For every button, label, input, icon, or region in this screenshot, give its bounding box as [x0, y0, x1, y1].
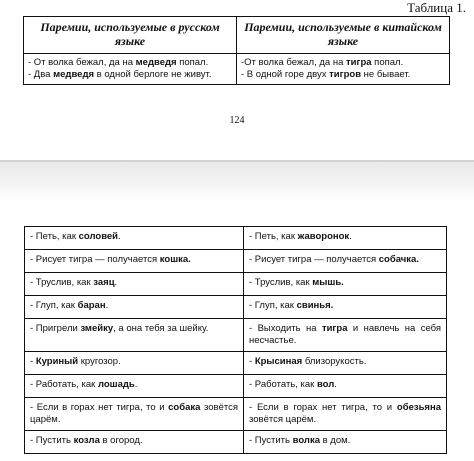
proverb-text: . — [105, 300, 109, 311]
proverb-text: . — [114, 277, 118, 288]
proverb-text: попал. — [371, 57, 404, 68]
proverb-text: - Выходить на — [249, 323, 322, 334]
proverbs-table-body — [25, 227, 447, 454]
animal-word: тигра — [321, 323, 348, 334]
animal-word: медведя — [53, 69, 95, 80]
proverb-text: - — [30, 356, 36, 367]
russian-proverb-cell — [25, 319, 244, 352]
proverb-text: в дом. — [319, 435, 351, 446]
proverb-cell — [28, 69, 232, 81]
chinese-proverb-cell — [244, 375, 447, 398]
russian-proverb-cell — [25, 431, 244, 454]
page-number: 124 — [229, 115, 245, 126]
table-row — [25, 375, 447, 398]
animal-word: змейку — [80, 323, 114, 334]
table-row — [25, 319, 447, 352]
proverb-text: зовётся царём. — [249, 414, 317, 425]
proverb-text: - Рисует тигра — получается — [30, 254, 160, 265]
proverb-text: . — [118, 231, 121, 242]
russian-proverb-cell — [25, 250, 244, 273]
animal-word: волка — [292, 435, 320, 446]
proverb-text: кругозор. — [78, 356, 121, 367]
table-row — [25, 431, 447, 454]
table-row — [25, 352, 447, 375]
table-caption: Таблица 1. — [407, 0, 466, 15]
animal-word: мышь. — [312, 277, 344, 288]
proverb-text: - Если в горах нет тигра, то и — [30, 402, 169, 413]
chinese-proverb-cell — [244, 250, 447, 273]
proverb-text: . — [334, 379, 337, 390]
proverb-text: - Петь, как — [30, 231, 79, 242]
table-row — [25, 227, 447, 250]
proverb-text: . — [349, 231, 352, 242]
proverb-text: не бывает. — [361, 69, 411, 80]
table-row — [25, 273, 447, 296]
top-cells-chinese — [237, 54, 450, 85]
proverb-text: - Рисует тигра — получается — [249, 254, 379, 265]
table-row — [25, 398, 447, 431]
proverb-text: , а она тебя за шейку. — [113, 323, 209, 334]
header-chinese: Паремии, используемые в китайском языке — [237, 17, 450, 54]
chinese-proverb-cell — [244, 431, 447, 454]
russian-proverb-cell — [25, 273, 244, 296]
proverb-text: - — [249, 356, 255, 367]
page-separator — [0, 160, 474, 200]
animal-word: лошадь — [97, 379, 135, 390]
proverb-cell — [241, 69, 445, 81]
chinese-proverb-cell — [244, 273, 447, 296]
russian-proverb-cell — [25, 227, 244, 250]
top-cells-russian — [24, 54, 237, 85]
chinese-proverb-cell — [244, 227, 447, 250]
russian-proverb-cell — [25, 398, 244, 431]
animal-word: тигра — [346, 57, 372, 68]
animal-word: собака — [168, 402, 201, 413]
animal-word: обезьяна — [396, 402, 441, 413]
animal-word: заяц — [93, 277, 115, 288]
proverb-text: - Работать, как — [30, 379, 98, 390]
proverb-text: - Глуп, как — [249, 300, 297, 311]
chinese-proverb-cell — [244, 398, 447, 431]
animal-word: соловей — [78, 231, 119, 242]
header-russian: Паремии, используемые в русском языке — [24, 17, 237, 54]
proverb-text: близорукость. — [302, 356, 367, 367]
table-row — [25, 250, 447, 273]
animal-word: баран — [77, 300, 106, 311]
proverb-text: зовётся царём. — [30, 402, 238, 425]
proverb-cell — [28, 57, 232, 69]
animal-word: медведя — [135, 57, 177, 68]
proverb-text: - Работать, как — [249, 379, 317, 390]
animal-word: Крысиная — [254, 356, 303, 367]
proverb-text: - Если в горах нет тигра, то и — [249, 402, 397, 413]
chinese-proverb-cell — [244, 352, 447, 375]
proverb-text: - В одной горе двух — [241, 69, 330, 80]
animal-word: вол — [316, 379, 335, 390]
proverbs-table-bottom — [24, 226, 447, 454]
proverb-text: - Пустить — [30, 435, 74, 446]
animal-word: Куриный — [35, 356, 79, 367]
proverb-text: - Труслив, как — [249, 277, 313, 288]
proverb-text: - Пригрели — [30, 323, 81, 334]
table-row — [25, 296, 447, 319]
animal-word: тигров — [329, 69, 362, 80]
russian-proverb-cell — [25, 375, 244, 398]
russian-proverb-cell — [25, 352, 244, 375]
animal-word: кошка. — [159, 254, 191, 265]
proverb-text: -От волка бежал, да на — [241, 57, 346, 68]
russian-proverb-cell — [25, 296, 244, 319]
proverb-text: в огород. — [99, 435, 143, 446]
proverb-text: - Пустить — [249, 435, 293, 446]
proverb-text: . — [134, 379, 138, 390]
animal-word: свинья. — [296, 300, 334, 311]
proverbs-table-top — [23, 16, 450, 85]
proverb-text: и навлечь на себя несчастье. — [249, 323, 441, 346]
proverb-text: - Глуп, как — [30, 300, 78, 311]
proverb-text: - Два — [28, 69, 54, 80]
proverb-text: - Труслив, как — [30, 277, 94, 288]
animal-word: козла — [73, 435, 100, 446]
page-separator-line — [0, 160, 474, 162]
chinese-proverb-cell — [244, 296, 447, 319]
chinese-proverb-cell — [244, 319, 447, 352]
proverb-cell — [241, 57, 445, 69]
animal-word: собачка. — [378, 254, 419, 265]
proverb-text: - Петь, как — [249, 231, 298, 242]
proverb-text: в одной берлоге не живут. — [94, 69, 212, 80]
proverb-text: - От волка бежал, да на — [28, 57, 136, 68]
animal-word: жаворонок — [297, 231, 350, 242]
proverb-text: попал. — [176, 57, 209, 68]
